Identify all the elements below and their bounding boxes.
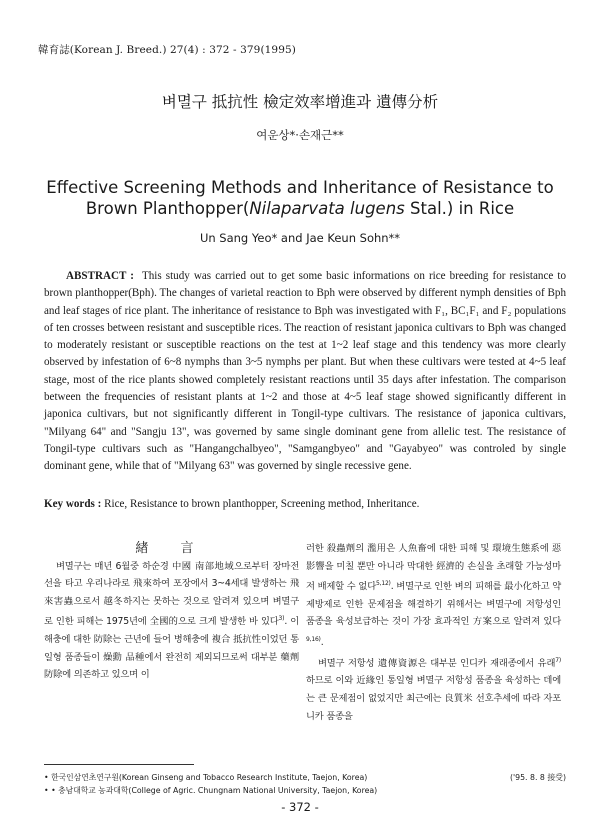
footnotes — [44, 772, 574, 797]
footnote-rule — [44, 764, 194, 765]
intro-text-1a: 벼멸구는 매년 6월중 하순경 中國 南部地域으로부터 장마전선을 타고 우리나라로 飛來하여 포장에서 3~4세대 발생하는 飛來害蟲으로서 越冬하지는 못하는 것으로 알려져 있으며 벼멸구로 인한 피해는 1975년에 全國的으로 크게 발생한 바 있다 — [44, 560, 299, 628]
abstract-label: ABSTRACT : — [66, 270, 134, 282]
intro-paragraph-1 — [44, 558, 299, 684]
korean-authors: 여운상*·손재근** — [256, 128, 344, 142]
english-title-line2 — [40, 198, 560, 219]
english-title-part2: Brown Planthopper( — [85, 199, 250, 218]
page-number: - 372 - — [281, 800, 319, 814]
received-date: ('95. 8. 8 接受) — [509, 773, 566, 782]
citation-ref: 7) — [555, 656, 561, 664]
abstract-text: This study was carried out to get some basic informations on rice breeding for resistance to brown planthopper(Bph). The changes of varietal reaction to Bph were observed by different nymph densities of Bph and leaf stages of rice plant. The inheritance of resistance to Bph was investigated with F₁, BC₁F₁ and F₂ populations of ten crosses between resistant and susceptible rices. The reaction of resistant japonica cultivars to Bph was changed to moderately resistant or susceptible reactions on the test at 1~2 leaf stage and this tendency was more clearly observed by infestation of 6~8 nymphs than 3~5 nymphs per plant. But when these cultivars were tested at 4~5 leaf stage, most of the rice plants showed completely resistant reactions until 35 days after infestation. The comparison between the frequencies of resistant plants at 1~2 and those at 4~5 leaf stage showed significantly different in japonica cultivars, but not significantly different in Tongil-type cultivars. The resistance of japonica cultivars, "Milyang 64" and "Sangju 13", was governed by same single dominant gene from allelic test. The resistance of Tongil-type cultivars such as "Hangangchalbyeo", "Samgangbyeo" and "Gayabyeo" was controled by single dominant gene, while that of "Milyang 63" was governed by single recessive gene. — [44, 270, 566, 473]
abstract — [44, 268, 566, 476]
intro-paragraph-1-cont — [306, 540, 561, 652]
citation-ref: 9,16) — [306, 636, 321, 644]
intro-paragraph-2 — [306, 652, 561, 725]
intro-text-3b: 하므로 이와 近緣인 통일형 벼멸구 저항성 품종을 육성하는 데에는 큰 문제점이 없었지만 최근에는 良質米 선호추세에 따라 자포니카 품종을 — [306, 675, 561, 722]
footnote-2 — [44, 785, 574, 798]
intro-text-1b: . 이 해충에 대한 防除는 근년에 들어 병해충에 複合 抵抗性이었던 통일형 품종들이 燥勳 品種에서 완전히 제외되므로써 대부분 藥劑防除에 의존하고 있으며 이 — [44, 616, 299, 681]
english-title-line1: Effective Screening Methods and Inheritance of Resistance to — [46, 178, 554, 197]
journal-citation: 韓育誌(Korean J. Breed.) 27(4) : 372 - 379(1995) — [38, 44, 296, 56]
korean-title: 벼멸구 抵抗性 檢定效率增進과 遺傳分析 — [161, 93, 439, 111]
english-title — [40, 177, 560, 219]
footnote-affiliation-2: • • 충남대학교 농과대학(College of Agric. Chungnam National University, Taejon, Korea) — [44, 785, 378, 795]
citation-ref: 3) — [278, 615, 285, 623]
keywords — [44, 498, 566, 510]
footnote-affiliation-1: • 한국인삼연초연구원(Korean Ginseng and Tobacco Research Institute, Taejon, Korea) — [44, 773, 368, 782]
keywords-text: Rice, Resistance to brown planthopper, Screening method, Inheritance. — [104, 498, 420, 510]
body-column-right — [306, 540, 561, 725]
english-authors: Un Sang Yeo* and Jae Keun Sohn** — [199, 231, 401, 245]
footnote-1 — [44, 772, 574, 785]
intro-text-2c: . — [320, 637, 324, 649]
body-column-left — [44, 540, 299, 684]
section-heading: 緖 言 — [135, 541, 208, 556]
species-name: Nilaparvata lugens — [249, 199, 405, 218]
citation-ref: 5,12) — [376, 580, 391, 588]
intro-text-2a: 러한 殺蟲劑의 濫用은 人魚畜에 대한 피해 및 環境生態系에 惡影響을 미칠 뿐만 아니라 막대한 經濟的 손실을 초래할 가능성마저 배제할 수 없다 — [306, 543, 561, 593]
keywords-label: Key words : — [44, 498, 102, 510]
intro-text-2b: . 벼멸구로 인한 벼의 피해를 最小化하고 약제방제로 인한 문제점을 해결하기 위해서는 벼멸구에 저항성인 품종을 육성보급하는 것이 가장 효과적인 方案으로 알려져 있다 — [306, 581, 561, 628]
intro-text-3a: 벼멸구 저항성 遺傳資源은 대부분 인디카 재래종에서 유래 — [318, 657, 556, 669]
english-title-part3: Stal.) in Rice — [404, 199, 515, 218]
